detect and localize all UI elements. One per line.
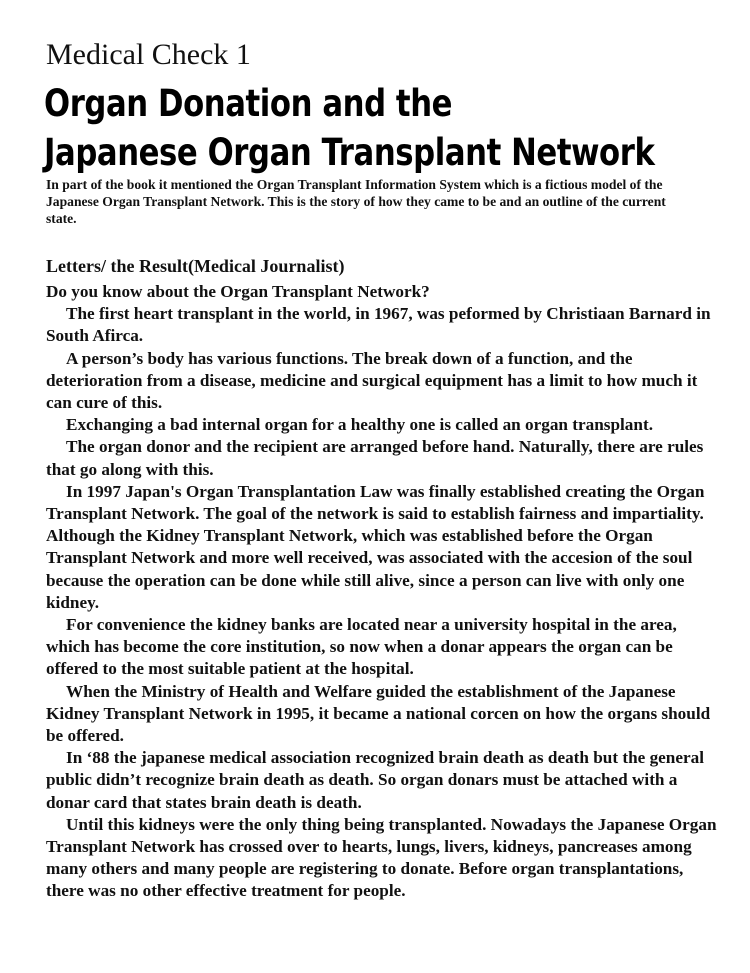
body-paragraph: Do you know about the Organ Transplant Network?: [46, 282, 430, 301]
body-paragraph: For convenience the kidney banks are located near a university hospital in the area, which has become the core institution, so now when a donar appears the organ can be offered to the most suitable patient at the hospital.: [46, 615, 677, 679]
title-line-1: Organ Donation and the: [44, 82, 453, 125]
body-paragraph: Until this kidneys were the only thing being transplanted. Nowadays the Japanese Organ Transplant Network has crossed over to hearts, lungs, livers, kidneys, pancreases among many others and many people are registering to donate. Before organ transplantations, there was no other effective treatment for people.: [46, 814, 717, 901]
body-paragraph: A person’s body has various functions. The break down of a function, and the deterioration from a disease, medicine and surgical equipment has a limit to how much it can cure of this.: [46, 348, 698, 413]
title-line-2: Japanese Organ Transplant Network: [44, 131, 655, 174]
body-paragraph: In ‘88 the japanese medical association recognized brain death as death but the general public didn’t recognize brain death as death. So organ donars must be attached with a donar card that states brain death is death.: [46, 748, 704, 812]
body-paragraph: In 1997 Japan's Organ Transplantation Law was finally established creating the Organ Transplant Network. The goal of the network is said to establish fairness and impartiality. Although the Kidney Transplant Network, which was established before the Organ Transplant Network and more well received, was associated with the accesion of the soul because the operation can be done while still alive, since a person can live with only one kidney.: [46, 481, 705, 612]
article-body: [46, 281, 718, 903]
body-paragraph: The organ donor and the recipient are arranged before hand. Naturally, there are rules that go along with this.: [46, 437, 704, 479]
body-paragraph: Exchanging a bad internal organ for a healthy one is called an organ transplant.: [66, 415, 653, 435]
intro-text: In part of the book it mentioned the Organ Transplant Information System which is a fictious model of the Japanese Organ Transplant Network. This is the story of how they came to be and an outline of the current state.: [46, 177, 666, 226]
body-paragraph: When the Ministry of Health and Welfare guided the establishment of the Japanese Kidney Transplant Network in 1995, it became a national corcen on how the organs should be offered.: [46, 681, 711, 746]
section-heading: Letters/ the Result(Medical Journalist): [46, 256, 345, 276]
section-kicker: Medical Check 1: [46, 38, 251, 71]
body-paragraph: The first heart transplant in the world, in 1967, was peformed by Christiaan Barnard in South Afirca.: [46, 304, 711, 346]
